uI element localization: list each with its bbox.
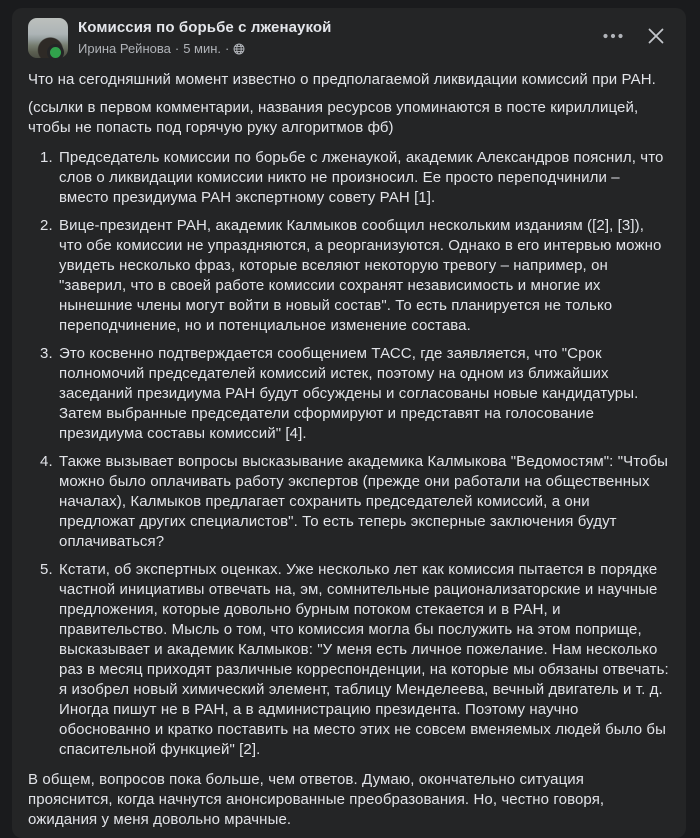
post-content [28,70,670,830]
author-link[interactable]: Ирина Рейнова [78,41,171,56]
post-list-item: 3. Это косвенно подтверждается сообщением ТАСС, где заявляется, что "Срок полномочий председателей комиссий истек, поэтому на одном из ближайших заседаний президиума РАН будут обсуждены и согласованы новые кандидатуры. Затем выбранные председатели сформируют и представят на голосование президиума составы комиссий" [4]. [57,344,670,444]
post-intro: Что на сегодняшний момент известно о предполагаемой ликвидации комиссий при РАН. [28,71,656,88]
post-list-item: 1. Председатель комиссии по борьбе с лженаукой, академик Александров пояснил, что слов о ликвидации комиссии никто не произносил. Ее просто переподчинили – вместо президиума РАН экспертному совету РАН [1]. [57,148,670,208]
byline [78,40,332,57]
online-status-dot [47,44,64,61]
post-list-item: 5. Кстати, об экспертных оценках. Уже несколько лет как комиссия пытается в порядке частной инициативы отвечать на, эм, сомнительные рационализаторские и научные предложения, которые довольно бурным потоком стекается и в РАН, и правительство. Мысль о том, что комиссия могла бы послужить на этом поприще, высказывает и академик Калмыков: "У меня есть личное пожелание. Нам несколько раз в месяц приходят различные корреспонденции, на которые мы обязаны отвечать: я изобрел новый химический элемент, таблицу Менделеева, вечный двигатель и т. д. Иногда пишут не в РАН, а в администрацию президента. Поэтому научно обоснованно и кратко поставить на место этих не совсем вменяемых людей было бы спасительной функцией" [2]. [57,560,670,760]
close-icon[interactable] [646,26,666,46]
more-options-icon[interactable] [602,32,624,40]
page-avatar[interactable] [28,18,68,58]
header-actions [602,18,670,46]
post-outro: В общем, вопросов пока больше, чем ответов. Думаю, окончательно ситуация прояснится, когда начнутся анонсированные преобразования. Но, честно говоря, ожидания у меня довольно мрачные. [28,771,605,828]
post-header [28,18,670,58]
post-list-item: 4. Также вызывает вопросы высказывание академика Калмыкова "Ведомостям": "Чтобы можно было оплачивать работу экспертов (прежде они работали на общественных началах), Калмыков предлагает сохранить председателей комиссий, а они предложат других специалистов". То есть теперь эксперные заключения будут оплачиваться? [57,452,670,552]
post-list-item: 2. Вице-президент РАН, академик Калмыков сообщил нескольким изданиям ([2], [3]), что обе комиссии не упраздняются, а реорганизуются. Однако в его интервью можно увидеть несколько фраз, которые вселяют некоторую тревогу – например, он "заверил, что в своей работе комиссии сохранят независимость и многие их нынешние члены могут войти в новый состав". То есть планируется не только переподчинение, но и потенциальное изменение состава. [57,216,670,336]
byline-separator: · [174,41,180,56]
timestamp-link[interactable]: 5 мин. [183,41,222,56]
post-note: (ссылки в первом комментарии, названия ресурсов упоминаются в посте кириллицей, чтобы не попасть под горячую руку алгоритмов фб) [28,99,639,136]
post-card [12,8,686,838]
globe-privacy-icon [233,43,245,55]
post-list [28,148,670,760]
header-titles [78,18,332,57]
page-name-link[interactable]: Комиссия по борьбе с лженаукой [78,19,332,36]
byline-separator: · [225,41,230,56]
